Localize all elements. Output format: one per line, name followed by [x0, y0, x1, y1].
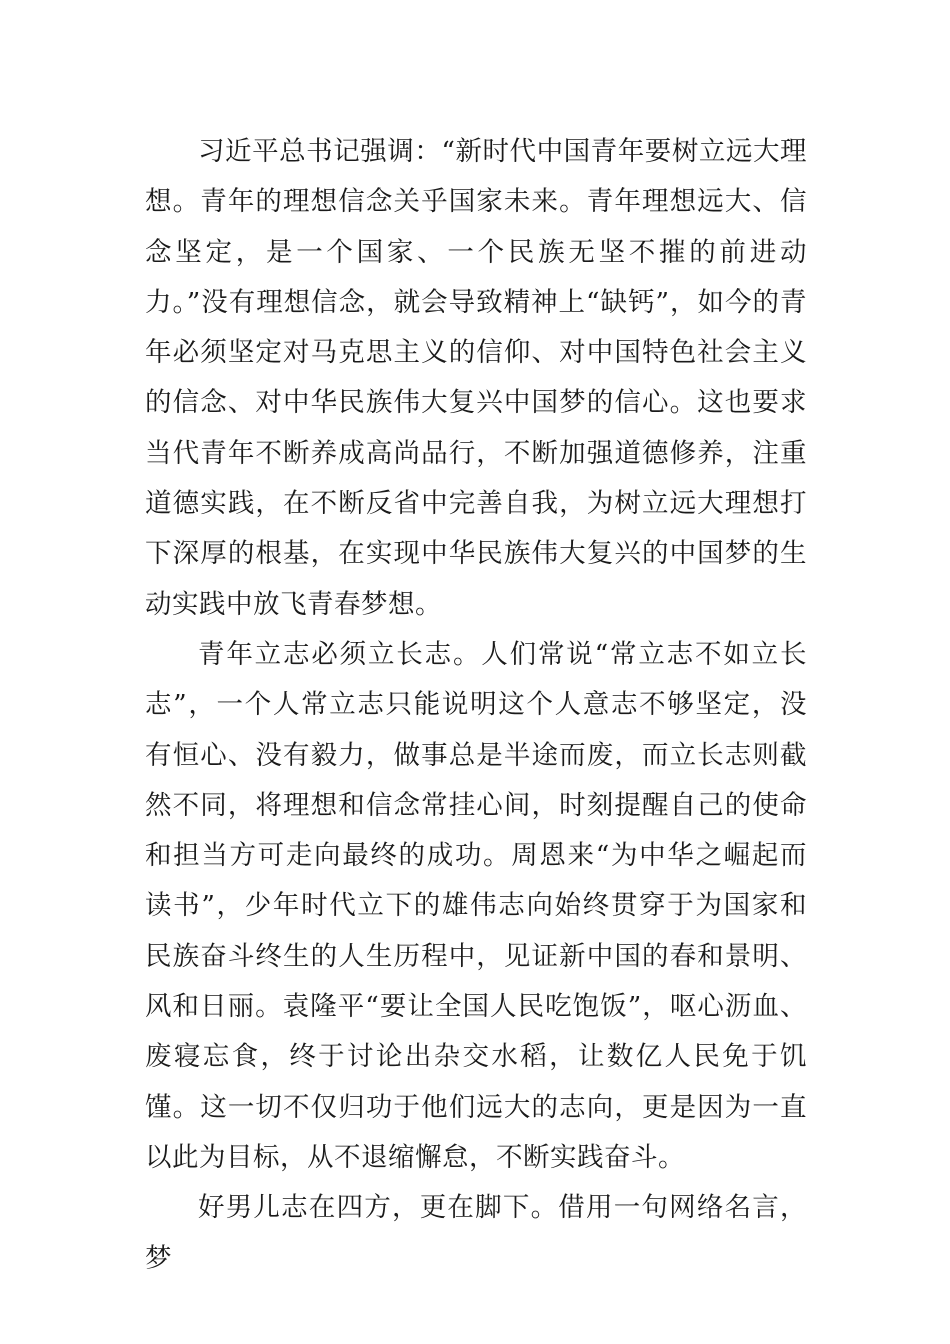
paragraph-3: 好男儿志在四方，更在脚下。借用一句网络名言，梦 — [145, 1192, 807, 1274]
paragraph-1: 习近平总书记强调：“新时代中国青年要树立远大理想。青年的理想信念关乎国家未来。青年理想远大、信念坚定，是一个国家、一个民族无坚不摧的前进动力。”没有理想信念，就会导致精神上“缺钙”，如今的青年必须坚定对马克思主义的信仰、对中国特色社会主义的信念、对中华民族伟大复兴中国梦的信心。这也要求当代青年不断养成高尚品行，不断加强道德修养，注重道德实践，在不断反省中完善自我，为树立远大理想打下深厚的根基，在实现中华民族伟大复兴的中国梦的生动实践中放飞青春梦想。 — [145, 136, 807, 620]
paragraph-2: 青年立志必须立长志。人们常说“常立志不如立长志”，一个人常立志只能说明这个人意志不够坚定，没有恒心、没有毅力，做事总是半途而废，而立长志则截然不同，将理想和信念常挂心间，时刻提醒自己的使命和担当方可走向最终的成功。周恩来“为中华之崛起而读书”，少年时代立下的雄伟志向始终贯穿于为国家和民族奋斗终生的人生历程中，见证新中国的春和景明、风和日丽。袁隆平“要让全国人民吃饱饭”，呕心沥血、废寝忘食，终于讨论出杂交水稻，让数亿人民免于饥馑。这一切不仅归功于他们远大的志向，更是因为一直以此为目标，从不退缩懈怠，不断实践奋斗。 — [145, 638, 807, 1173]
document-body — [145, 127, 807, 1284]
